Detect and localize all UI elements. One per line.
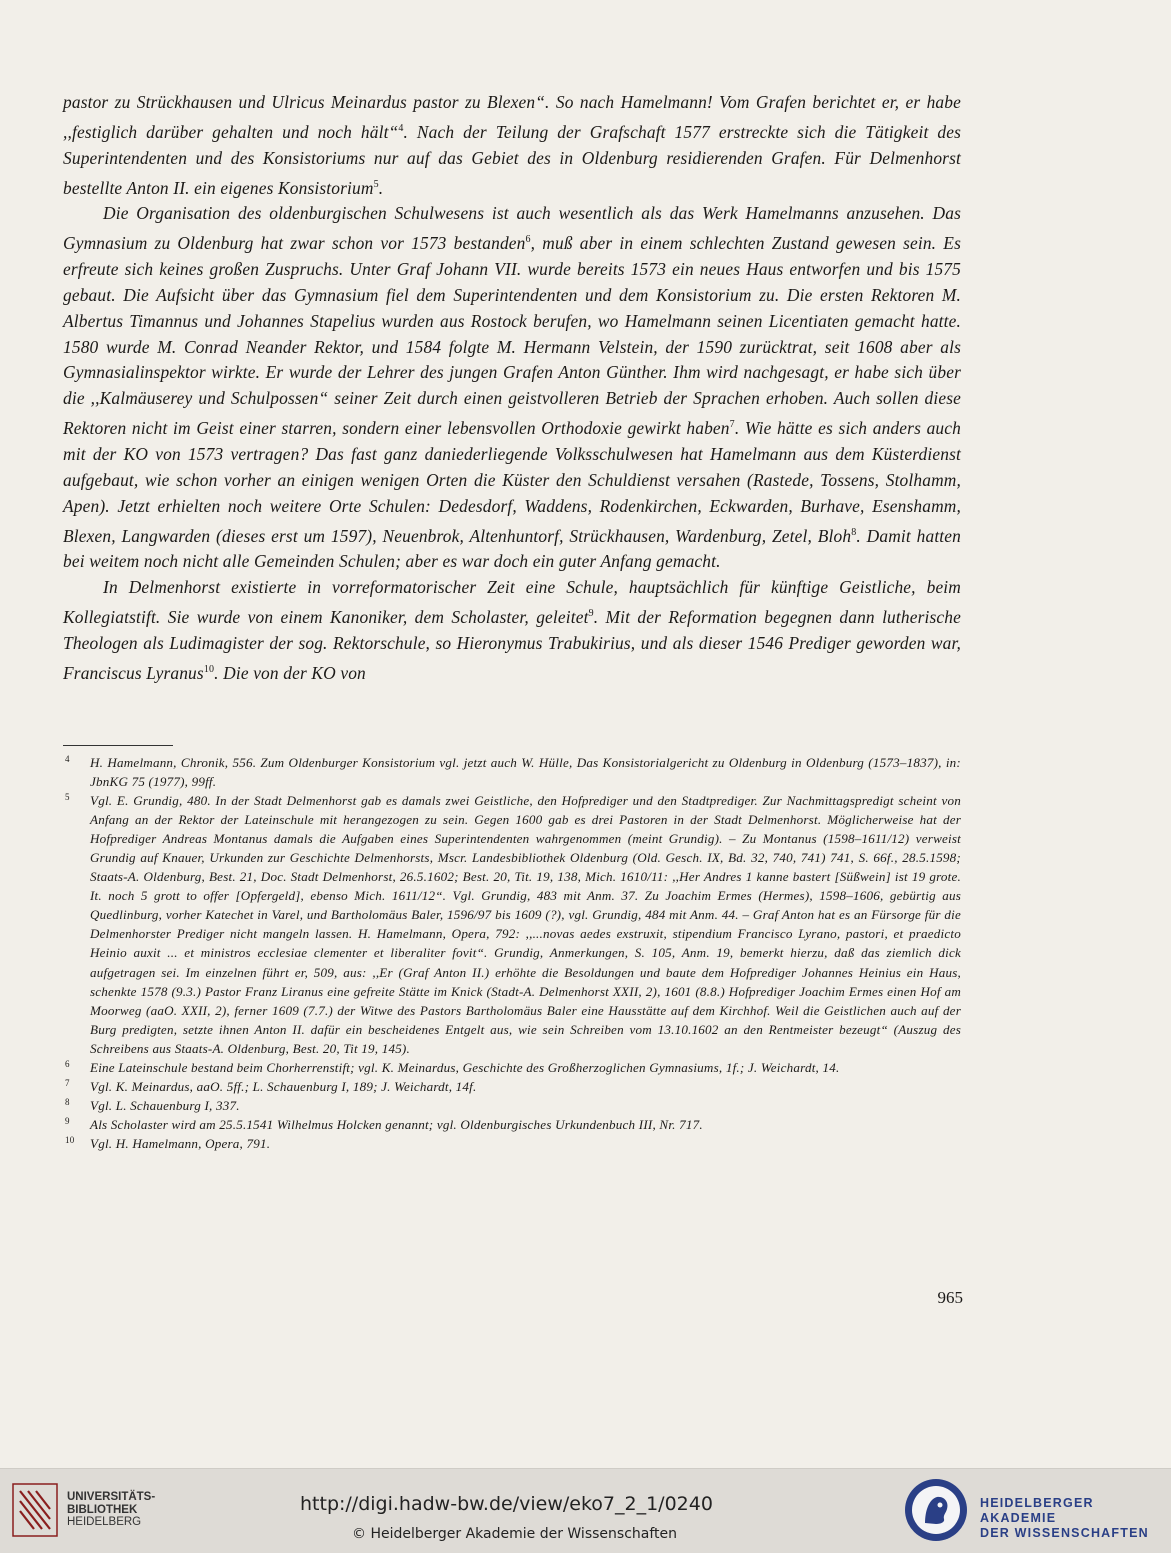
text-run: , muß aber in einem schlechten Zustand gewesen sein. Es erfreute sich keines großen Zuspruchs. Unter Graf Johann VII. wurde bereits 1573 ein neues Haus entworfen und bis 1575 gebaut. Die Aufsicht über das Gymnasium fiel dem Superintendenten und dem Konsistorium zu. Die ersten Rektoren M. Albertus Timannus und Johannes Stapelius wurden aus Rostock berufen, wo Hamelmann seinen Licentiaten gemacht hatte. 1580 wurde M. Conrad Neander Rektor, und 1584 folgte M. Hermann Velstein, der 1590 zurücktrat, seit 1608 aber als Gymnasialinspektor wirkte. Er wurde der Lehrer des jungen Grafen Anton Günther. Ihm wird nachgesagt, er habe sich über die ,,Kalmäuserey und Schulpossen“ seiner Zeit durch einen geistvolleren Betrieb der Sprachen erhoben. Auch sollen diese Rektoren nicht im Geist einer starren, sondern einer lebensvollen Orthodoxie gewirkt haben: [63, 232, 961, 439]
footnote-ref[interactable]: 5: [373, 178, 379, 190]
academy-line2: DER WISSENSCHAFTEN: [980, 1526, 1149, 1540]
footnote: [63, 1115, 961, 1134]
footnote-text: Eine Lateinschule bestand beim Chorherrenstift; vgl. K. Meinardus, Geschichte des Großherzoglichen Gymnasiums, 1f.; J. Weichardt, 14.: [90, 1059, 840, 1075]
academy-label: [980, 1496, 1171, 1541]
text-run: .: [378, 177, 384, 198]
hawk-seal-logo-icon[interactable]: [903, 1477, 969, 1543]
footnote-ref[interactable]: 9: [588, 608, 594, 620]
footnote: [63, 1096, 961, 1115]
text-run: . Die von der KO von: [214, 662, 366, 683]
footnote-divider: [63, 745, 173, 746]
footnote-ref[interactable]: 4: [398, 122, 404, 134]
footnote-number: 5: [65, 792, 70, 803]
text-run: . Wie hätte es sich anders auch mit der KO von 1573 vertragen? Das fast ganz daniederliegende Volksschulwesen hat Hamelmann aus dem Küsterdienst aufgebaut, wie schon vorher an einigen wenigen Orten die Küster den Schuldienst versahen (Rastede, Tossens, Stolhamm, Apen). Jetzt erhielten noch weitere Orte Schulen: Dedesdorf, Waddens, Rodenkirchen, Eckwarden, Burhave, Esenshamm, Blexen, Langwarden (dieses erst um 1597), Neuenbrok, Altenhuntorf, Strückhausen, Wardenburg, Zetel, Bloh: [63, 418, 961, 546]
text-run: . Nach der Teilung der Grafschaft 1577 erstreckte sich die Tätigkeit des Superintendenten und des Konsistoriums nur auf das Gebiet des in Oldenburg residierenden Grafen. Für Delmenhorst bestellte Anton II. ein eigenes Konsistorium: [63, 121, 961, 198]
footnote-number: 4: [65, 754, 70, 764]
body-paragraph: [63, 90, 961, 201]
text-run: Die Organisation des oldenburgischen Schulwesens ist auch wesentlich als das Werk Hamelmanns anzusehen. Das Gymnasium zu Oldenburg hat zwar schon vor 1573 bestanden: [63, 203, 961, 253]
footnote: [63, 753, 961, 791]
footnotes: [63, 753, 961, 1153]
footnote-ref[interactable]: 7: [729, 419, 735, 431]
permalink-url[interactable]: http://digi.hadw-bw.de/view/eko7_2_1/0240: [300, 1493, 713, 1515]
footnote-number: 10: [65, 1134, 75, 1145]
text-run: In Delmenhorst existierte in vorreformatorischer Zeit eine Schule, hauptsächlich für künftige Geistliche, beim Kollegiatstift. Sie wurde von einem Kanoniker, dem Scholaster, geleitet: [63, 577, 961, 627]
footnote-number: 6: [65, 1058, 70, 1069]
page-number: 965: [937, 1288, 963, 1307]
footnote-number: 9: [65, 1115, 70, 1126]
footnote-text: Vgl. H. Hamelmann, Opera, 791.: [90, 1135, 271, 1151]
text-run: . Damit hatten bei weitem noch nicht alle Gemeinden Schulen; aber es war doch ein guter Anfang gemacht.: [63, 525, 962, 572]
footnote-ref[interactable]: 10: [203, 663, 215, 675]
ub-line2: BIBLIOTHEK: [67, 1503, 138, 1516]
footnote-number: 8: [65, 1096, 70, 1107]
ub-line1: UNIVERSITÄTS-: [67, 1491, 156, 1503]
footer-bar: [0, 1468, 1171, 1553]
footnote-ref[interactable]: 8: [851, 526, 857, 538]
footnote-text: Vgl. L. Schauenburg I, 337.: [90, 1097, 240, 1113]
ub-heidelberg-label: [67, 1491, 155, 1529]
footnote: [63, 1077, 961, 1096]
footnote-text: Vgl. K. Meinardus, aaO. 5ff.; L. Schauenburg I, 189; J. Weichardt, 14f.: [90, 1078, 477, 1094]
body-paragraph: [63, 201, 961, 575]
text-run: . Mit der Reformation begegnen dann lutherische Theologen als Ludimagister der sog. Rektorschule, so Hieronymus Trabukirius, und als dieser 1546 Prediger geworden war, Franciscus Lyranus: [63, 607, 962, 683]
footnote: [63, 1134, 961, 1153]
footnote-text: Als Scholaster wird am 25.5.1541 Wilhelmus Holcken genannt; vgl. Oldenburgisches Urkundenbuch III, Nr. 717.: [90, 1116, 703, 1132]
footnote: [63, 1058, 961, 1077]
ub-heidelberg-logo-icon[interactable]: [12, 1483, 58, 1537]
ub-line3: HEIDELBERG: [67, 1516, 142, 1528]
copyright-notice: © Heidelberger Akademie der Wissenschaften: [352, 1526, 678, 1542]
footnote-text: Vgl. E. Grundig, 480. In der Stadt Delmenhorst gab es damals zwei Geistliche, den Hofprediger und den Stadtprediger. Zur Nachmittagspredigt scheint von Anfang an der Rektor der Lateinschule mit herangezogen zu sein. Gegen 1600 gab es drei Pastoren in der Stadt Delmenhorst. Möglicherweise hat der Hofprediger Andreas Montanus damals die Aufgaben eines Superintendenten wahrgenommen (meint Grundig). – Zu Montanus (1598–1611/12) verweist Grundig auf Knauer, Urkunden zur Geschichte Delmenhorsts, Mscr. Landesbibliothek Oldenburg (Old. Gesch. IX, Bd. 32, 740, 741) 741, S. 66f., 28.5.1598; Staats-A. Oldenburg, Best. 21, Doc. Stadt Delmenhorst, 26.5.1602; Best. 20, Tit. 19, 138, Mich. 1610/11: ,,Her Andres 1 kanne bastert [Süßwein] ist 19 grote. It. noch 5 grott to offer [Opfergeld], ebenso Mich. 1611/12“. Vgl. Grundig, 483 mit Anm. 37. Zu Joachim Ermes (Hermes), 1598–1606, gebürtig aus Quedlinburg, vorher Katechet in Varel, und Bartholomäus Baler, 1596/97 bis 1609 (?), vgl. Grundig, 484 mit Anm. 44. – Graf Anton hat es an Fürsorge für die Delmenhorster Prediger nicht mangeln lassen. H. Hamelmann, Opera, 792: ,,...novas aedes exstruxit, stipendium Francisco Lyrano, pastori, et praedicto Heinio auxit ... et ministros ecclesiae clementer et liberaliter fovit“. Grundig, Anmerkungen, S. 105, Anm. 19, bemerkt hierzu, daß das ziemlich dick aufgetragen sei. Im einzelnen führt er, 509, aus: ,,Er (Graf Anton II.) erhöhte die Besoldungen und baute dem Hofprediger Johannes Heinius ein Haus, schenkte 1578 (9.3.) Pastor Franz Liranus eine gefreite Stätte im Knick (Stadt-A. Delmenhorst XXII, 2), 1601 (8.8.) Hofprediger Joachim Ermes einen Hof am Moorweg (aaO. XXII, 2), ferner 1609 (7.7.) der Witwe des Pastors Bartholomäus Baler eine Hausstätte auf dem Kirchhof. Weil die Geistlichen auch auf der Burg predigten, setzte ihnen Anton II. dafür ein bescheidenes Entgelt aus, wie sein Schreiben vom 13.10.1602 an den Rentmeister bezeugt“ (Auszug des Schreibens aus Staats-A. Oldenburg, Best. 20, Tit 19, 145).: [90, 793, 961, 1056]
body-paragraph: [63, 575, 961, 686]
footnote: [63, 791, 961, 1058]
academy-line1: HEIDELBERGER AKADEMIE: [980, 1496, 1094, 1525]
footnote-text: H. Hamelmann, Chronik, 556. Zum Oldenburger Konsistorium vgl. jetzt auch W. Hülle, Das Konsistorialgericht zu Oldenburg in Oldenburg (1573–1837), in: JbnKG 75 (1977), 99ff.: [90, 755, 961, 790]
main-text: [63, 90, 961, 687]
footnote-number: 7: [65, 1077, 70, 1088]
text-run: pastor zu Strückhausen und Ulricus Meinardus pastor zu Blexen“. So nach Hamelmann! Vom Grafen berichtet er, er habe ,,festiglich darüber gehalten und noch hält“: [63, 92, 961, 142]
footnote-ref[interactable]: 6: [525, 234, 531, 246]
